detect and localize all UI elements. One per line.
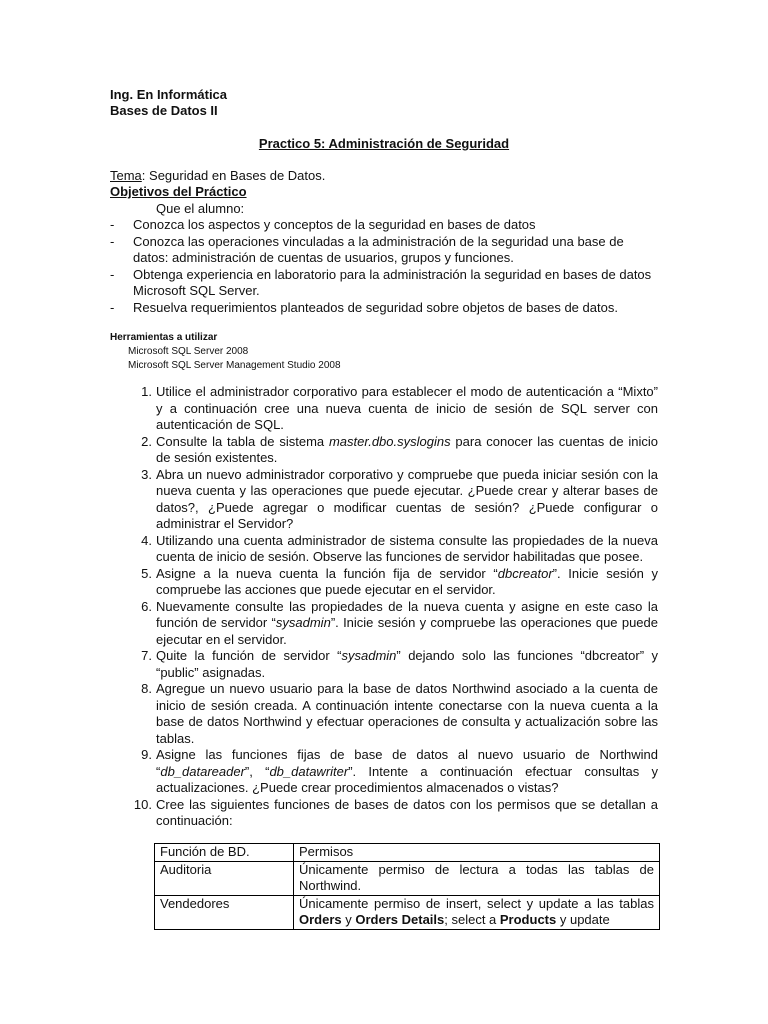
text-run: Agregue un nuevo usuario para la base de datos Northwind asociado a la cuenta de inicio de sesión creada. A continuación intente conectarse con la nueva cuenta a la base de datos Northwind y efectuar operaciones de consulta y actualización sobre las tablas. — [156, 681, 658, 746]
text-run: Únicamente permiso de insert, select y update a las tablas — [299, 895, 654, 911]
task-number: 5. — [141, 565, 152, 581]
task-number: 8. — [141, 681, 152, 696]
text-run: Únicamente permiso de lectura a todas las tablas de Northwind. — [299, 861, 654, 893]
task-item — [110, 681, 658, 747]
tema-line — [110, 168, 325, 185]
tool-item: Microsoft SQL Server Management Studio 2008 — [128, 360, 341, 371]
table-row — [155, 861, 660, 895]
list-item: - Conozca los aspectos y conceptos de la seguridad en bases de datos — [110, 217, 536, 232]
tema-text: : Seguridad en Bases de Datos. — [141, 168, 326, 183]
text-run: ”. Inicie sesión y compruebe las acciones que puede ejecutar en el servidor. — [156, 565, 658, 597]
text-run: Quite la función de servidor “ — [156, 648, 342, 663]
task-number: 4. — [141, 532, 152, 548]
task-item — [110, 747, 658, 797]
objetivo-text: Conozca las operaciones vinculadas a la administración de la seguridad una base de datos: administración de cuentas de usuarios, grupos y funciones. — [133, 233, 624, 265]
text-run: ”. Intente a continuación efectuar consultas y actualizaciones. ¿Puede crear procedimientos almacenados o vistas? — [156, 763, 658, 795]
list-item: - Obtenga experiencia en laboratorio para la administración la seguridad en bases de datos Microsoft SQL Server. — [110, 266, 652, 298]
objetivos-intro: Que el alumno: — [156, 201, 245, 216]
task-item — [110, 467, 658, 533]
text-run: ”, “ — [244, 763, 270, 779]
task-number: 1. — [141, 384, 152, 399]
text-run: ”. Inicie sesión y compruebe las operaciones que puede ejecutar en el servidor. — [156, 615, 658, 647]
task-number: 2. — [141, 433, 152, 449]
italic-term: db_datawriter — [269, 763, 349, 779]
header-career: Ing. En Informática — [110, 87, 228, 102]
task-item — [110, 599, 658, 649]
table-header-permisos: Permisos — [294, 844, 660, 862]
task-number: 7. — [141, 648, 152, 663]
text-run: Consulte la tabla de sistema — [156, 433, 329, 449]
table-header-function: Función de BD. — [155, 844, 294, 862]
task-number: 10. — [133, 796, 152, 812]
header-course: Bases de Datos II — [110, 103, 218, 118]
task-item — [110, 434, 658, 467]
task-number: 3. — [141, 466, 152, 482]
objetivo-text: Conozca los aspectos y conceptos de la seguridad en bases de datos — [133, 217, 536, 232]
task-item — [110, 797, 658, 830]
bold-term: Products — [499, 912, 557, 927]
tools-heading: Herramientas a utilizar — [110, 332, 218, 343]
permissions-table — [154, 843, 660, 930]
objetivos-list — [110, 217, 660, 316]
objetivos-heading: Objetivos del Práctico — [110, 184, 247, 199]
objetivo-text: Obtenga experiencia en laboratorio para la administración la seguridad en bases de datos Microsoft SQL Server. — [133, 266, 652, 298]
text-run: Utilizando una cuenta administrador de sistema consulte las propiedades de la nueva cuenta de inicio de sesión. Observe las funciones de servidor habilitadas que posee. — [156, 532, 658, 564]
tool-item: Microsoft SQL Server 2008 — [128, 346, 249, 357]
italic-term: db_datareader — [160, 763, 245, 779]
task-item — [110, 384, 658, 434]
text-run: Abra un nuevo administrador corporativo y compruebe que pueda iniciar sesión con la nueva cuenta y las operaciones que puede ejecutar. ¿Puede crear y alterar bases de datos?, ¿Puede agregar o modificar cuentas de sesión? ¿Puede configurar o administrar el Servidor? — [156, 466, 658, 531]
italic-term: sysadmin — [275, 615, 331, 630]
task-number: 9. — [141, 747, 152, 762]
text-run: para conocer las cuentas de inicio de sesión existentes. — [156, 433, 658, 465]
text-run: y update — [556, 912, 610, 927]
table-cell-function: Auditoria — [155, 861, 294, 895]
list-item: - Resuelva requerimientos planteados de seguridad sobre objetos de bases de datos. — [110, 299, 618, 315]
objetivo-text: Resuelva requerimientos planteados de seguridad sobre objetos de bases de datos. — [133, 299, 618, 315]
task-item — [110, 566, 658, 599]
text-run: Utilice el administrador corporativo para establecer el modo de autenticación a “Mixto” y a continuación cree una nueva cuenta de inicio de sesión de SQL server con autenticación de SQL. — [156, 384, 658, 432]
italic-term: master.dbo.syslogins — [328, 433, 451, 449]
text-run: ” dejando solo las funciones “dbcreator” y “public” asignadas. — [156, 648, 658, 680]
tema-label: Tema — [110, 168, 142, 183]
list-item: - Conozca las operaciones vinculadas a la administración de la seguridad una base de datos: administración de cuentas de usuarios, grupos y funciones. — [110, 233, 624, 265]
italic-term: dbcreator — [497, 565, 553, 581]
text-run: ; select a — [444, 912, 500, 927]
table-cell-function: Vendedores — [155, 895, 294, 929]
text-run: Nuevamente consulte las propiedades de la nueva cuenta y asigne en este caso la función de servidor “ — [156, 598, 658, 630]
text-run: Cree las siguientes funciones de bases de datos con los permisos que se detallan a continuación: — [156, 796, 658, 828]
table-cell-permisos — [294, 895, 660, 929]
bold-term: Orders Details — [355, 912, 445, 927]
text-run: Asigne las funciones fijas de base de datos al nuevo usuario de Northwind “ — [156, 747, 658, 779]
tools-section — [110, 331, 341, 373]
task-number: 6. — [141, 598, 152, 614]
table-header-row — [155, 844, 660, 862]
table-cell-permisos — [294, 861, 660, 895]
page-title: Practico 5: Administración de Seguridad — [258, 136, 510, 151]
task-item — [110, 648, 658, 681]
text-run: Asigne a la nueva cuenta la función fija de servidor “ — [156, 565, 498, 581]
text-run: y — [341, 912, 356, 927]
tasks-list — [110, 384, 658, 830]
task-item — [110, 533, 658, 566]
italic-term: sysadmin — [341, 648, 397, 663]
table-row — [155, 895, 660, 929]
bold-term: Orders — [299, 912, 342, 927]
